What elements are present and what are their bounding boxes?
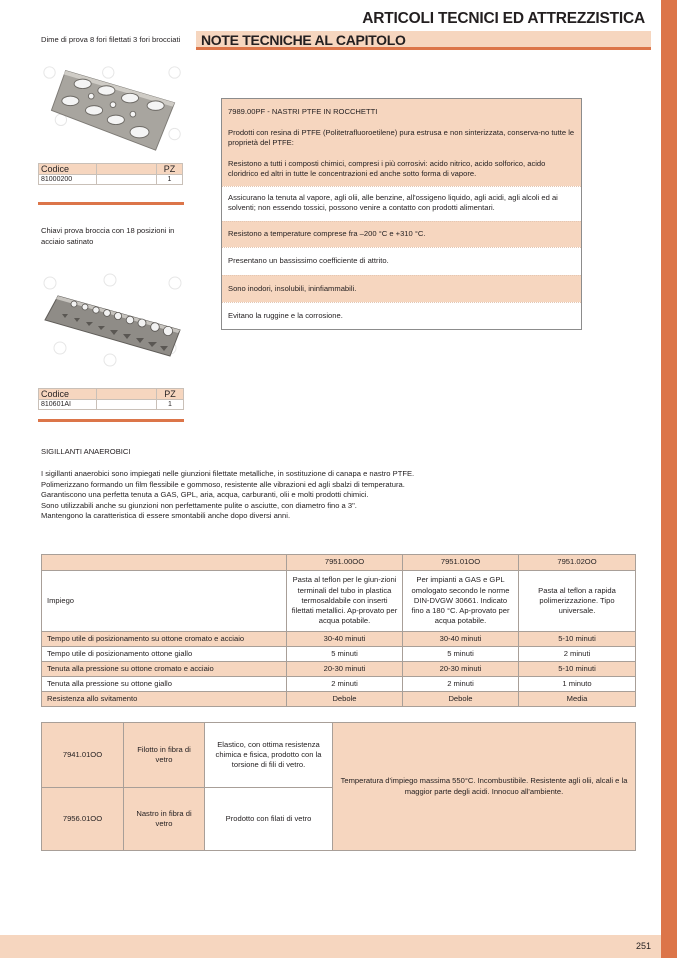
table-cell: Pasta al teflon a rapida polimerizzazione. Tipo universale.: [519, 571, 636, 632]
page-number: 251: [635, 941, 651, 951]
description-line: I sigillanti anaerobici sono impiegati nelle giunzioni filettate metalliche, in sostituzione di canapa e nastro PTFE.: [41, 469, 415, 478]
product-code: 810601AI: [39, 400, 97, 410]
table-cell: 20-30 minuti: [403, 662, 519, 677]
table-cell: Debole: [403, 692, 519, 707]
threaded-test-plate-image: [38, 63, 188, 153]
table-row: [42, 647, 636, 662]
row-label: Resistenza allo svitamento: [42, 692, 287, 707]
table-cell: 5-10 minuti: [519, 632, 636, 647]
blank-header: [97, 389, 157, 400]
table-cell: 20-30 minuti: [287, 662, 403, 677]
table-row: [42, 723, 636, 788]
column-header-blank: [42, 555, 287, 571]
sealant-comparison-table: [41, 554, 636, 707]
pz-header: PZ: [157, 164, 183, 175]
product-description: Elastico, con ottima resistenza chimica e fisica, prodotto con la torsione di fili di vetro.: [205, 723, 333, 788]
row-label: Tempo utile di posizionamento ottone giallo: [42, 647, 287, 662]
column-header: 7951.00OO: [287, 555, 403, 571]
description-line: Sono utilizzabili anche su giunzioni non perfettamente pulite o asciutte, con diametro fino a 3".: [41, 500, 357, 510]
quantity: 1: [157, 400, 184, 410]
column-header: 7951.01OO: [403, 555, 519, 571]
broach-test-key-image: [40, 268, 190, 368]
ptfe-property-row: [222, 275, 581, 303]
description-line: Garantiscono una perfetta tenuta a GAS, GPL, aria, acqua, carburanti, olii e molti prodotti chimici.: [41, 490, 369, 500]
chapter-title: NOTE TECNICHE AL CAPITOLO: [201, 32, 406, 48]
column-header: 7951.02OO: [519, 555, 636, 571]
product-code: 7956.01OO: [42, 788, 124, 851]
table-cell: 2 minuti: [519, 647, 636, 662]
chapter-heading-bar: [196, 31, 651, 50]
table-cell: 1 minuto: [519, 677, 636, 692]
ptfe-property-row: [222, 247, 581, 275]
table-row: [42, 571, 636, 632]
table-row: [42, 692, 636, 707]
row-label: Tempo utile di posizionamento su ottone cromato e acciaio: [42, 632, 287, 647]
section-divider: [38, 202, 184, 205]
table-row: [42, 677, 636, 692]
quantity: 1: [157, 175, 183, 185]
ptfe-property-row: [222, 186, 581, 221]
description-line: Polimerizzano formando un film flessibile e gommoso, resistente alle vibrazioni ed agli sbalzi di temperatura.: [41, 479, 405, 489]
product-code-table: [38, 388, 184, 410]
product-caption: Chiavi prova broccia con 18 posizioni in acciaio satinato: [41, 226, 175, 246]
table-cell: Per impianti a GAS e GPL omologato secondo le norme DIN-DVGW 30661. Indicato fino a 180 °C. Ap-provato per acqua potabile.: [403, 571, 519, 632]
chapter-side-bar: [661, 0, 677, 958]
table-row: [42, 662, 636, 677]
anaerobic-description: [41, 469, 601, 522]
footer-band: [0, 935, 661, 958]
ptfe-property: Resistono a temperature comprese fra –200 °C e +310 °C.: [228, 228, 426, 238]
product-name: Filotto in fibra di vetro: [124, 723, 205, 788]
fiberglass-products-table: [41, 722, 636, 851]
product-code-table: [38, 163, 183, 185]
product-caption: Dime di prova 8 fori filettati 3 fori brocciati: [41, 35, 181, 44]
ptfe-property-row: [222, 221, 581, 248]
description-line: Mantengono la caratteristica di essere smontabili anche dopo diversi anni.: [41, 511, 291, 521]
table-cell: 30-40 minuti: [287, 632, 403, 647]
ptfe-property: Resistono a tutti i composti chimici, compresi i più corrosivi: acido nitrico, acido solforico, acido cloridrico ed altri in tutte le concentrazioni ed anche sotto forma di vapore.: [228, 158, 546, 178]
ptfe-property: Sono inodori, insolubili, ininfiammabili.: [228, 283, 357, 293]
row-label: Impiego: [42, 571, 287, 632]
product-description: Prodotto con filati di vetro: [205, 788, 333, 851]
anaerobic-section-title: SIGILLANTI ANAEROBICI: [41, 447, 131, 456]
ptfe-property: Presentano un bassissimo coefficiente di attrito.: [228, 256, 389, 265]
product-code: 81000200: [39, 175, 97, 185]
table-cell: 2 minuti: [287, 677, 403, 692]
row-label: Tenuta alla pressione su ottone cromato e acciaio: [42, 662, 287, 677]
table-cell: Media: [519, 692, 636, 707]
ptfe-intro-block: [222, 99, 581, 186]
ptfe-property: Evitano la ruggine e la corrosione.: [228, 311, 343, 320]
blank-cell: [97, 175, 157, 185]
ptfe-tape-info-box: [221, 98, 582, 330]
blank-cell: [97, 400, 157, 410]
ptfe-property-row: [222, 302, 581, 329]
table-cell: 30-40 minuti: [403, 632, 519, 647]
code-header: Codice: [39, 164, 97, 175]
section-divider: [38, 419, 184, 422]
product-code: 7941.01OO: [42, 723, 124, 788]
ptfe-property: Assicurano la tenuta al vapore, agli olii, alle benzine, all'ossigeno liquido, agli acidi, agli alcoli ed ai solventi; non essendo tossici, possono venire a contatto con prodotti alimentari.: [228, 192, 558, 212]
ptfe-title: 7989.00PF - NASTRI PTFE IN ROCCHETTI: [228, 107, 378, 116]
shared-note: Temperatura d'impiego massima 550°C. Incombustibile. Resistente agli olii, alcali e la maggior parte degli acidi. Innocuo all'ambiente.: [333, 723, 636, 851]
table-row: [42, 632, 636, 647]
blank-header: [97, 164, 157, 175]
pz-header: PZ: [157, 389, 184, 400]
row-label: Tenuta alla pressione su ottone giallo: [42, 677, 287, 692]
table-cell: Debole: [287, 692, 403, 707]
table-cell: 5 minuti: [287, 647, 403, 662]
product-name: Nastro in fibra di vetro: [124, 788, 205, 851]
table-cell: 5 minuti: [403, 647, 519, 662]
table-cell: 5-10 minuti: [519, 662, 636, 677]
table-cell: Pasta al teflon per le giun-zioni terminali del tubo in plastica termosaldabile con inserti filettati metallici. Ap-provato per acqua potabile.: [287, 571, 403, 632]
page-header-title: ARTICOLI TECNICI ED ATTREZZISTICA: [362, 10, 645, 27]
code-header: Codice: [39, 389, 97, 400]
ptfe-intro: Prodotti con resina di PTFE (Politetrafluoroetilene) pura estrusa e non sinterizzata, conserva-no tutte le proprietà del PTFE:: [228, 127, 575, 147]
table-cell: 2 minuti: [403, 677, 519, 692]
table-header-row: [42, 555, 636, 571]
